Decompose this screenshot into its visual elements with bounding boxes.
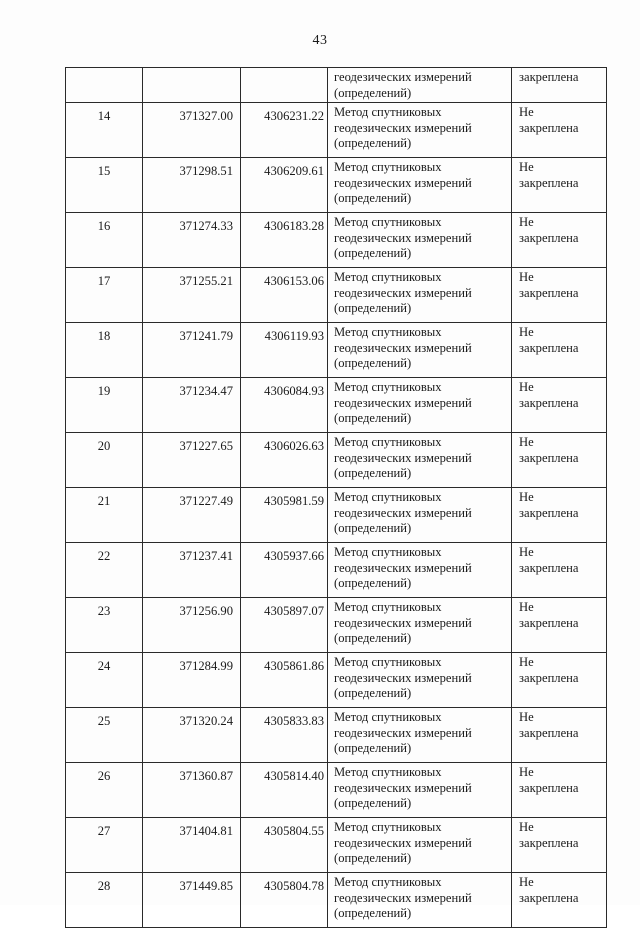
status-text: [519, 215, 606, 246]
point-number-cell: 15: [66, 158, 143, 213]
x-coordinate-cell: 371404.81: [143, 818, 241, 873]
status-cell: [512, 763, 607, 818]
table-row: [66, 708, 607, 763]
status-text: [519, 160, 606, 191]
status-text: [519, 765, 606, 796]
y-coordinate-cell: 4306026.63: [241, 433, 328, 488]
continuation-y-cell: [241, 68, 328, 103]
status-line-1: Не: [519, 820, 534, 834]
status-line-2: закреплена: [519, 450, 579, 465]
x-coordinate-cell: 371360.87: [143, 763, 241, 818]
y-coordinate-cell: 4305897.07: [241, 598, 328, 653]
x-coordinate-cell: 371327.00: [143, 103, 241, 158]
x-coordinate-cell: 371284.99: [143, 653, 241, 708]
status-line-2: закреплена: [519, 670, 579, 685]
status-text: [519, 710, 606, 741]
status-cell: [512, 653, 607, 708]
status-cell: [512, 488, 607, 543]
status-line-1: Не: [519, 600, 534, 614]
status-cell: [512, 818, 607, 873]
status-cell: [512, 268, 607, 323]
point-number-cell: 14: [66, 103, 143, 158]
status-cell: [512, 323, 607, 378]
status-line-2: закреплена: [519, 120, 579, 135]
method-cell: Метод спутниковых геодезических измерений (определений): [328, 818, 512, 873]
status-cell: [512, 708, 607, 763]
status-line-2: закреплена: [519, 285, 579, 300]
y-coordinate-cell: 4306084.93: [241, 378, 328, 433]
y-coordinate-cell: 4306153.06: [241, 268, 328, 323]
status-text: [519, 325, 606, 356]
status-cell: [512, 433, 607, 488]
table-row: [66, 103, 607, 158]
method-cell: Метод спутниковых геодезических измерений (определений): [328, 268, 512, 323]
status-text: [519, 435, 606, 466]
point-number-cell: 22: [66, 543, 143, 598]
table-row: [66, 818, 607, 873]
status-cell: [512, 543, 607, 598]
status-line-2: закреплена: [519, 615, 579, 630]
method-cell: Метод спутниковых геодезических измерений (определений): [328, 763, 512, 818]
method-cell: Метод спутниковых геодезических измерений (определений): [328, 323, 512, 378]
x-coordinate-cell: 371298.51: [143, 158, 241, 213]
status-text: [519, 600, 606, 631]
y-coordinate-cell: 4305937.66: [241, 543, 328, 598]
status-text: [519, 380, 606, 411]
x-coordinate-cell: 371256.90: [143, 598, 241, 653]
continuation-status-cell: закреплена: [512, 68, 607, 103]
status-cell: [512, 158, 607, 213]
status-cell: [512, 873, 607, 928]
status-line-1: Не: [519, 270, 534, 284]
coordinates-table-container: [65, 67, 606, 928]
x-coordinate-cell: 371320.24: [143, 708, 241, 763]
coordinates-table: [65, 67, 607, 928]
status-line-2: закреплена: [519, 230, 579, 245]
status-line-1: Не: [519, 160, 534, 174]
table-row: [66, 158, 607, 213]
point-number-cell: 28: [66, 873, 143, 928]
point-number-cell: 23: [66, 598, 143, 653]
point-number-cell: 16: [66, 213, 143, 268]
x-coordinate-cell: 371449.85: [143, 873, 241, 928]
method-cell: Метод спутниковых геодезических измерений (определений): [328, 103, 512, 158]
status-line-2: закреплена: [519, 560, 579, 575]
table-row: [66, 598, 607, 653]
method-cell: Метод спутниковых геодезических измерений (определений): [328, 433, 512, 488]
status-line-2: закреплена: [519, 890, 579, 905]
y-coordinate-cell: 4305861.86: [241, 653, 328, 708]
y-coordinate-cell: 4305981.59: [241, 488, 328, 543]
point-number-cell: 19: [66, 378, 143, 433]
y-coordinate-cell: 4306209.61: [241, 158, 328, 213]
y-coordinate-cell: 4306119.93: [241, 323, 328, 378]
y-coordinate-cell: 4305814.40: [241, 763, 328, 818]
status-text: [519, 820, 606, 851]
status-line-1: Не: [519, 105, 534, 119]
method-cell: Метод спутниковых геодезических измерений (определений): [328, 543, 512, 598]
table-row: [66, 543, 607, 598]
status-line-2: закреплена: [519, 175, 579, 190]
x-coordinate-cell: 371234.47: [143, 378, 241, 433]
status-line-1: Не: [519, 380, 534, 394]
point-number-cell: 24: [66, 653, 143, 708]
status-text: [519, 545, 606, 576]
page-number: 43: [312, 33, 328, 48]
table-row: [66, 378, 607, 433]
status-cell: [512, 103, 607, 158]
status-line-1: Не: [519, 435, 534, 449]
method-cell: Метод спутниковых геодезических измерений (определений): [328, 378, 512, 433]
x-coordinate-cell: 371227.65: [143, 433, 241, 488]
status-line-2: закреплена: [519, 725, 579, 740]
status-cell: [512, 213, 607, 268]
method-cell: Метод спутниковых геодезических измерений (определений): [328, 873, 512, 928]
method-cell: Метод спутниковых геодезических измерений (определений): [328, 158, 512, 213]
table-row-continuation: [66, 68, 607, 103]
point-number-cell: 25: [66, 708, 143, 763]
table-row: [66, 213, 607, 268]
table-row: [66, 763, 607, 818]
table-body: [66, 68, 607, 928]
continuation-method-cell: геодезических измерений (определений): [328, 68, 512, 103]
x-coordinate-cell: 371255.21: [143, 268, 241, 323]
table-row: [66, 268, 607, 323]
method-cell: Метод спутниковых геодезических измерений (определений): [328, 213, 512, 268]
status-line-1: Не: [519, 490, 534, 504]
status-line-2: закреплена: [519, 340, 579, 355]
x-coordinate-cell: 371227.49: [143, 488, 241, 543]
x-coordinate-cell: 371241.79: [143, 323, 241, 378]
y-coordinate-cell: 4306183.28: [241, 213, 328, 268]
table-row: [66, 433, 607, 488]
status-line-1: Не: [519, 875, 534, 889]
point-number-cell: 27: [66, 818, 143, 873]
continuation-x-cell: [143, 68, 241, 103]
status-line-1: Не: [519, 325, 534, 339]
y-coordinate-cell: 4305804.78: [241, 873, 328, 928]
table-row: [66, 488, 607, 543]
y-coordinate-cell: 4305804.55: [241, 818, 328, 873]
status-text: [519, 655, 606, 686]
point-number-cell: 20: [66, 433, 143, 488]
status-line-1: Не: [519, 765, 534, 779]
y-coordinate-cell: 4305833.83: [241, 708, 328, 763]
table-row: [66, 653, 607, 708]
status-cell: [512, 378, 607, 433]
status-cell: [512, 598, 607, 653]
status-line-2: закреплена: [519, 835, 579, 850]
x-coordinate-cell: 371274.33: [143, 213, 241, 268]
status-text: [519, 270, 606, 301]
point-number-cell: 18: [66, 323, 143, 378]
method-cell: Метод спутниковых геодезических измерений (определений): [328, 708, 512, 763]
method-cell: Метод спутниковых геодезических измерений (определений): [328, 488, 512, 543]
status-line-1: Не: [519, 215, 534, 229]
x-coordinate-cell: 371237.41: [143, 543, 241, 598]
status-text: [519, 105, 606, 136]
status-text: [519, 490, 606, 521]
method-cell: Метод спутниковых геодезических измерений (определений): [328, 653, 512, 708]
status-line-2: закреплена: [519, 395, 579, 410]
status-line-1: Не: [519, 545, 534, 559]
status-line-1: Не: [519, 655, 534, 669]
continuation-num-cell: [66, 68, 143, 103]
table-row: [66, 323, 607, 378]
y-coordinate-cell: 4306231.22: [241, 103, 328, 158]
status-line-1: Не: [519, 710, 534, 724]
table-row: [66, 873, 607, 928]
method-cell: Метод спутниковых геодезических измерений (определений): [328, 598, 512, 653]
point-number-cell: 21: [66, 488, 143, 543]
point-number-cell: 26: [66, 763, 143, 818]
status-line-2: закреплена: [519, 780, 579, 795]
status-text: [519, 875, 606, 906]
status-line-2: закреплена: [519, 505, 579, 520]
point-number-cell: 17: [66, 268, 143, 323]
